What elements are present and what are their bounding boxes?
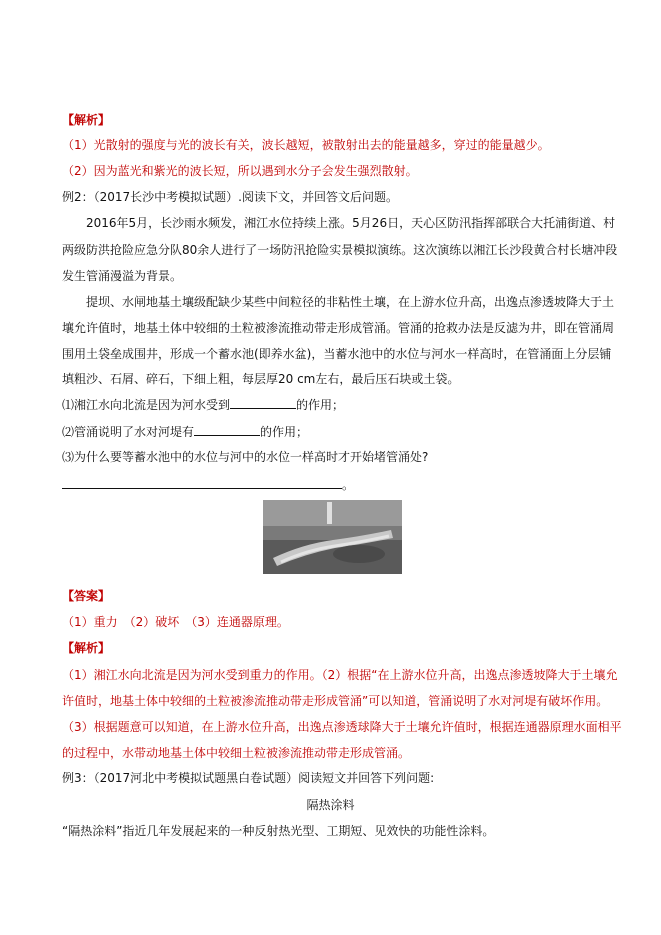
question-3-blank [62, 476, 342, 489]
question-1-suffix: 的作用； [296, 398, 345, 412]
example2-para2-line2: 壤允许值时，地基土体中较细的土粒被渗流推动带走形成管涌。管涌的抢救办法是反滤为井，即在管涌周 [62, 321, 615, 335]
example3-title: 隔热涂料 [306, 798, 355, 812]
question-3-answer-line [62, 476, 354, 493]
example2-para1-line2: 两级防洪抢险应急分队80余人进行了一场防汛抢险实景模拟演练。这次演练以湘江长沙段黄合村长塘冲段 [62, 243, 618, 257]
example3-line1: “隔热涂料”指近几年发展起来的一种反射热光型、工期短、见效快的功能性涂料。 [62, 824, 495, 838]
question-2-blank [194, 423, 260, 436]
question-3: ⑶为什么要等蓄水池中的水位与河中的水位一样高时才开始堵管涌处? [62, 450, 429, 464]
question-2-text: ⑵管涌说明了水对河堤有 [62, 425, 195, 439]
levee-photo-graphic [263, 500, 402, 574]
analysis-heading-2: 【解析】 [62, 641, 111, 655]
example2-para1-line3: 发生管涌漫溢为背景。 [62, 269, 183, 283]
example2-intro: 例2：（2017长沙中考模拟试题）.阅读下文，并回答文后问题。 [62, 190, 398, 204]
analysis2-line1: （1）湘江水向北流是因为河水受到重力的作用。（2）根据“在上游水位升高，出逸点渗透坡降大于土壤允 [62, 668, 618, 682]
example2-para1-line1: 2016年5月，长沙雨水频发，湘江水位持续上涨。5月26日，天心区防汛指挥部联合大托浦街道、村 [86, 216, 616, 230]
example2-para2-line1: 提坝、水闸地基土壤级配缺少某些中间粒径的非粘性土壤，在上游水位升高，出逸点渗透坡降大于土 [86, 295, 615, 309]
question-2-suffix: 的作用； [260, 425, 309, 439]
example3-intro: 例3：（2017河北中考模拟试题黑白卷试题）阅读短文并回答下列问题: [62, 771, 435, 785]
analysis-point-2: （2）因为蓝光和紫光的波长短，所以遇到水分子会发生强烈散射。 [62, 164, 418, 178]
answer-text: （1）重力 （2）破坏 （3）连通器原理。 [62, 615, 289, 629]
levee-photo [263, 500, 402, 574]
example2-para2-line4: 填粗沙、石屑、碎石，下细上粗，每层厚20 cm左右，最后压石块或土袋。 [62, 372, 460, 386]
analysis-point-1: （1）光散射的强度与光的波长有关，波长越短，被散射出去的能量越多，穿过的能量越少。 [62, 138, 550, 152]
answer-heading: 【答案】 [62, 589, 111, 603]
question-3-end: 。 [342, 478, 355, 492]
question-1-blank [230, 396, 296, 409]
analysis2-line4: 的过程中，水带动地基土体中较细土粒被渗流推动带走形成管涌。 [62, 746, 411, 760]
question-1-text: ⑴湘江水向北流是因为河水受到 [62, 398, 231, 412]
question-1 [62, 396, 344, 413]
analysis-heading-1: 【解析】 [62, 113, 111, 127]
question-2 [62, 423, 308, 440]
analysis2-line3: （3）根据题意可以知道，在上游水位升高，出逸点渗透球降大于土壤允许值时，根据连通器原理水面相平 [62, 720, 622, 734]
example2-para2-line3: 围用土袋垒成围井，形成一个蓄水池(即养水盆)，当蓄水池中的水位与河水一样高时，在管涌面上分层铺 [62, 347, 612, 361]
analysis2-line2: 许值时，地基土体中较细的土粒被渗流推动带走形成管涌”可以知道，管涌说明了水对河堤有破坏作用。 [62, 694, 609, 708]
